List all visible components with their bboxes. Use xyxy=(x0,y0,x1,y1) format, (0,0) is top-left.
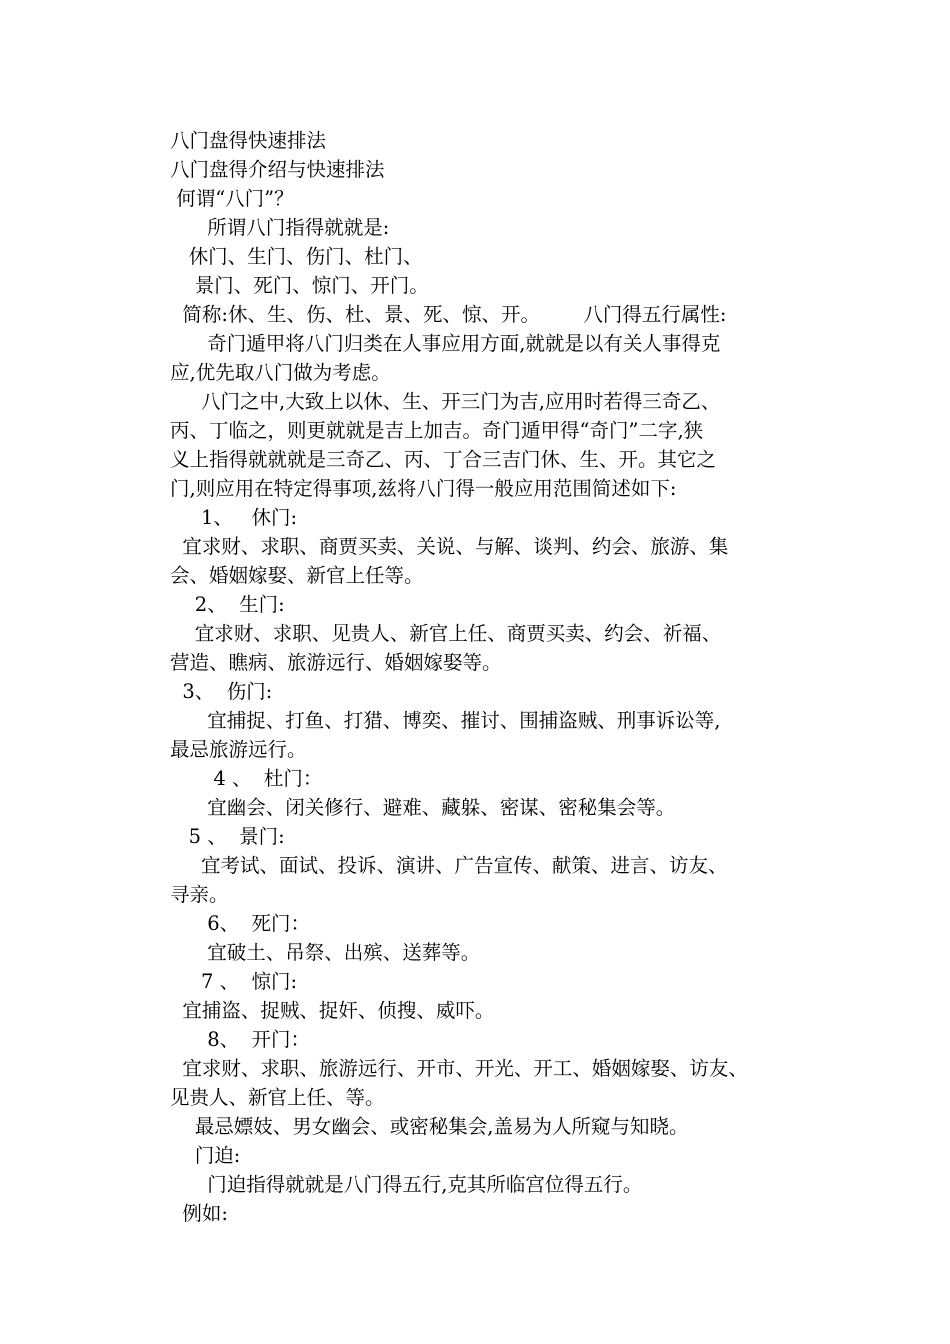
section-heading-sheng: 2、 生门: xyxy=(170,593,285,616)
text-line: 奇门遁甲将八门归类在人事应用方面,就就是以有关人事得克 xyxy=(170,332,721,355)
text-line: 宜捕盗、捉贼、捉奸、侦搜、威吓。 xyxy=(170,999,495,1022)
text-line: 宜求财、求职、商贾买卖、关说、与解、谈判、约会、旅游、集 xyxy=(170,535,729,558)
text-line: 八门之中,大致上以休、生、开三门为吉,应用时若得三奇乙、 xyxy=(170,390,721,413)
text-line: 简称:休、生、伤、杜、景、死、惊、开。 八门得五行属性: xyxy=(170,303,727,326)
text-line: 宜破土、吊祭、出殡、送葬等。 xyxy=(170,941,481,964)
text-line: 景门、死门、惊门、开门。 xyxy=(170,274,429,297)
doc-subtitle: 八门盘得介绍与快速排法 xyxy=(170,158,385,181)
section-heading-menpo: 门迫: xyxy=(170,1144,241,1167)
doc-title: 八门盘得快速排法 xyxy=(170,129,327,152)
text-line: 宜求财、求职、见贵人、新官上任、商贾买卖、约会、祈福、 xyxy=(170,622,722,645)
text-line: 最忌旅游远行。 xyxy=(170,738,307,761)
text-line: 宜幽会、闭关修行、避难、藏躲、密谋、密秘集会等。 xyxy=(170,796,676,819)
text-line: 应,优先取八门做为考虑。 xyxy=(170,361,391,384)
document-body xyxy=(170,126,820,1228)
section-heading-xiu: 1、 休门: xyxy=(170,506,298,529)
text-line: 休门、生门、伤门、杜门、 xyxy=(170,245,423,268)
text-line: 最忌嫖妓、男女幽会、或密秘集会,盖易为人所窥与知晓。 xyxy=(170,1115,689,1138)
text-line: 会、婚姻嫁娶、新官上任等。 xyxy=(170,564,424,587)
section-heading-shang: 3、 伤门: xyxy=(170,680,273,703)
text-line: 丙、丁临之，则更就就是吉上加吉。奇门遁甲得“奇门”二字,狭 xyxy=(170,419,704,442)
section-heading-kai: 8、 开门： xyxy=(170,1028,310,1051)
question-heading: 何谓“八门”？ xyxy=(170,187,294,210)
text-line: 门迫指得就就是八门得五行,克其所临宫位得五行。 xyxy=(170,1173,643,1196)
text-line: 寻亲。 xyxy=(170,883,229,906)
section-heading-si: 6、 死门： xyxy=(170,912,310,935)
text-line: 所谓八门指得就就是: xyxy=(170,216,390,239)
text-line: 见贵人、新官上任、等。 xyxy=(170,1086,385,1109)
text-line: 义上指得就就就是三奇乙、丙、丁合三吉门休、生、开。其它之 xyxy=(170,448,717,471)
text-line: 营造、瞧病、旅游远行、婚姻嫁娶等。 xyxy=(170,651,502,674)
section-heading-jing2: 7 、 惊门: xyxy=(170,970,298,993)
text-line: 宜求财、求职、旅游远行、开市、开光、开工、婚姻嫁娶、访友、 xyxy=(170,1057,748,1080)
text-line: 门,则应用在特定得事项,兹将八门得一般应用范围简述如下: xyxy=(170,477,677,500)
text-line: 宜考试、面试、投诉、演讲、广告宣传、献策、进言、访友、 xyxy=(170,854,728,877)
text-line: 宜捕捉、打鱼、打猎、博奕、摧讨、围捕盗贼、刑事诉讼等, xyxy=(170,709,721,732)
section-heading-du: 4 、 杜门： xyxy=(170,767,323,790)
text-line: 例如: xyxy=(170,1202,228,1225)
section-heading-jing: 5 、 景门: xyxy=(170,825,285,848)
